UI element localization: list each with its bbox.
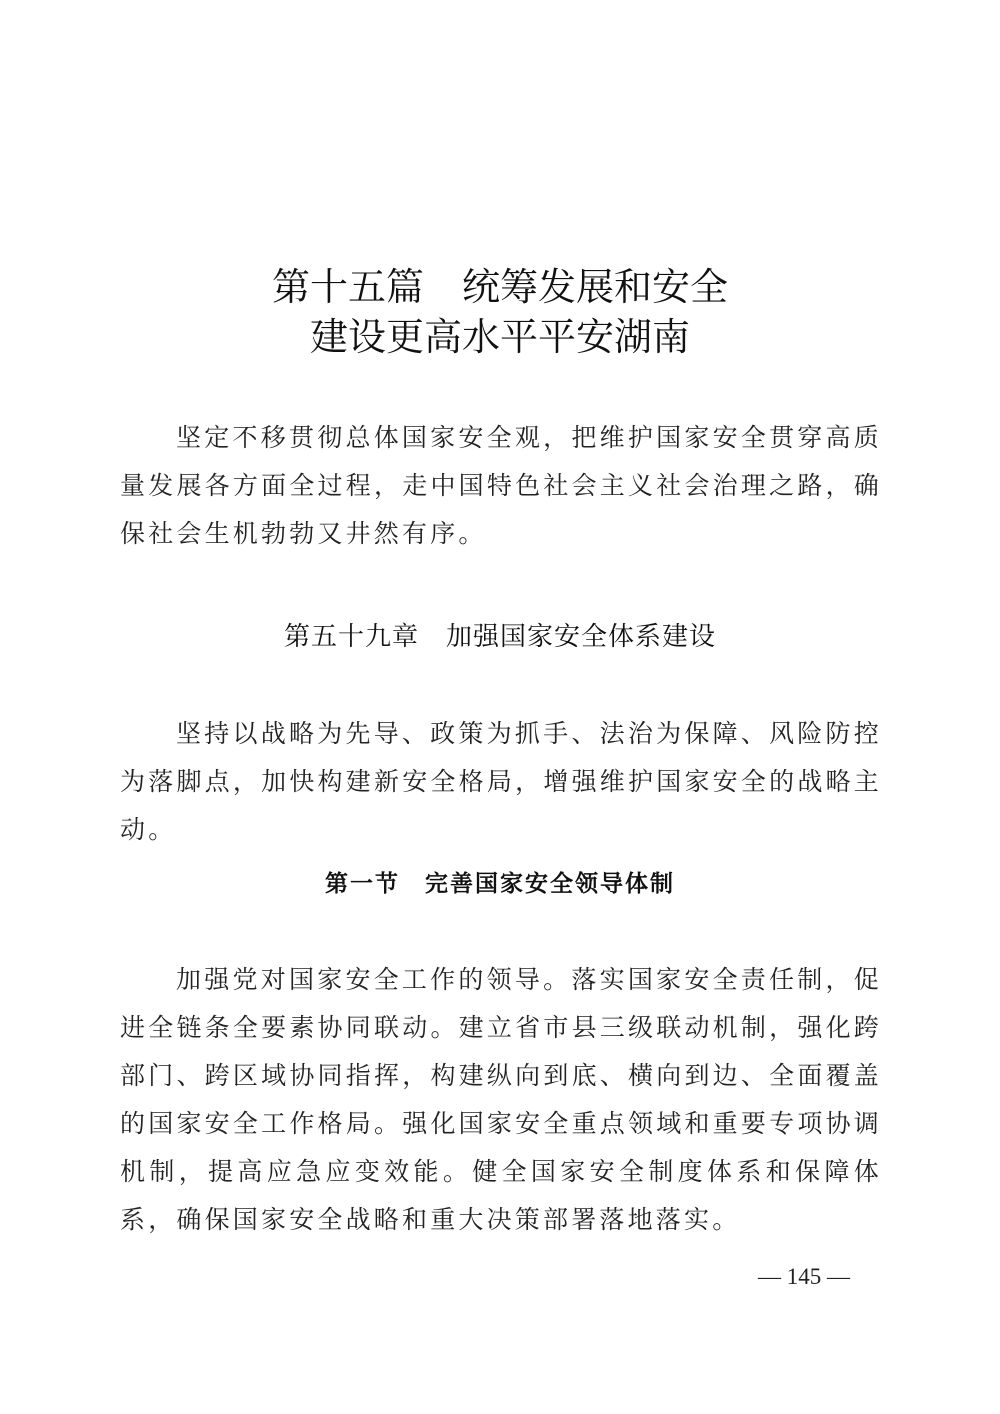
intro-paragraph: 坚定不移贯彻总体国家安全观，把维护国家安全贯穿高质量发展各方面全过程，走中国特色社会主义社会治理之路，确保社会生机勃勃又井然有序。 (120, 423, 882, 548)
page-number: — 145 — (758, 1264, 850, 1289)
chapter-paragraph: 坚持以战略为先导、政策为抓手、法治为保障、风险防控为落脚点，加快构建新安全格局，增强维护国家安全的战略主动。 (120, 719, 882, 844)
section-title: 第一节 完善国家安全领导体制 (325, 870, 675, 897)
section-paragraph: 加强党对国家安全工作的领导。落实国家安全责任制，促进全链条全要素协同联动。建立省市县三级联动机制，强化跨部门、跨区域协同指挥，构建纵向到底、横向到边、全面覆盖的国家安全工作格局。强化国家安全重点领域和重要专项协调机制，提高应急应变效能。健全国家安全制度体系和保障体系，确保国家安全战略和重大决策部署落地落实。 (120, 965, 882, 1234)
part-title-line-1: 第十五篇 统筹发展和安全 (271, 265, 728, 309)
chapter-title: 第五十九章 加强国家安全体系建设 (283, 622, 716, 652)
part-title (0, 262, 1000, 362)
part-title-line-2: 建设更高水平平安湖南 (309, 315, 690, 359)
